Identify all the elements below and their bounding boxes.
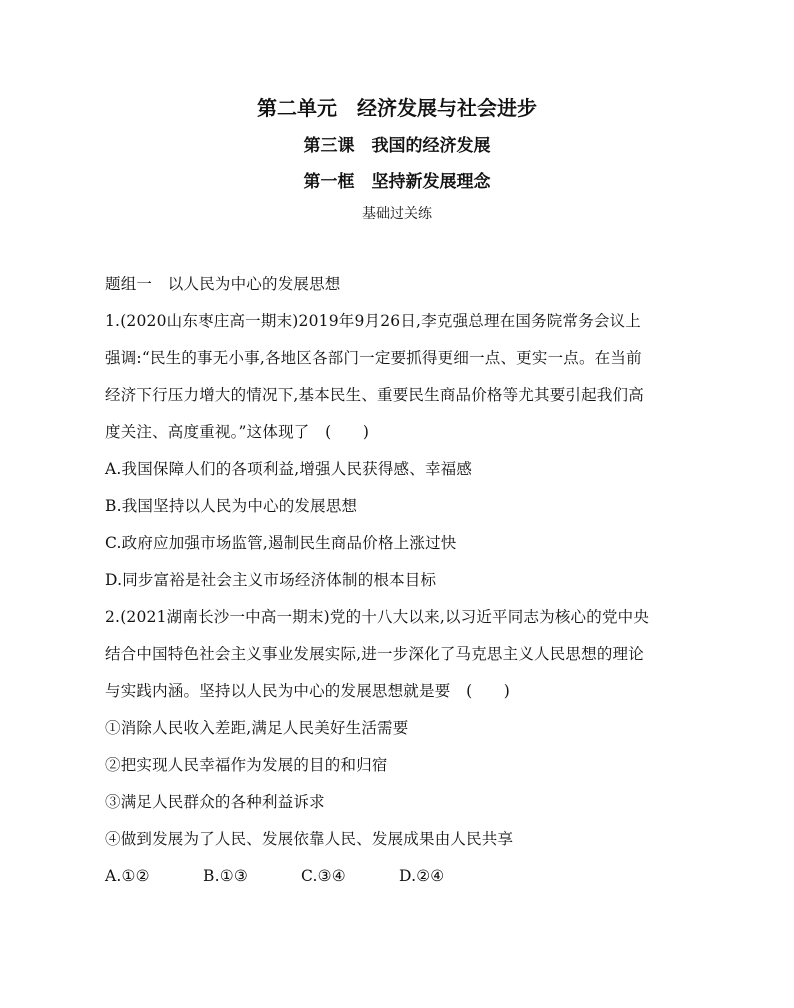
question-2-choice-c: C.③④ [301, 867, 346, 885]
section-title: 第一框 坚持新发展理念 [303, 172, 491, 192]
question-2-choice-a: A.①② [105, 867, 150, 885]
question-1-line: 1.(2020山东枣庄高一期末)2019年9月26日,李克强总理在国务院常务会议上 [105, 312, 641, 330]
lesson-title: 第三课 我国的经济发展 [303, 136, 491, 156]
unit-title: 第二单元 经济发展与社会进步 [257, 96, 537, 120]
question-2-item-3: ③满足人民群众的各种利益诉求 [105, 793, 325, 811]
exercise-type-label: 基础过关练 [362, 206, 432, 222]
question-1-line: 强调:“民生的事无小事,各地区各部门一定要抓得更细一点、更实一点。在当前 [105, 349, 642, 367]
group-title: 题组一 以人民为中心的发展思想 [105, 275, 341, 293]
question-2-line: 与实践内涵。坚持以人民为中心的发展思想就是要 ( ) [105, 682, 510, 700]
question-1 [105, 303, 695, 599]
question-2-choices [105, 858, 695, 895]
question-2-choice-d: D.②④ [399, 867, 445, 885]
question-1-option-b: B.我国坚持以人民为中心的发展思想 [105, 497, 358, 515]
question-body [105, 266, 695, 895]
question-2-line: 2.(2021湖南长沙一中高一期末)党的十八大以来,以习近平同志为核心的党中央 [105, 608, 650, 626]
question-2-line: 结合中国特色社会主义事业发展实际,进一步深化了马克思主义人民思想的理论 [105, 645, 644, 663]
question-1-option-c: C.政府应加强市场监管,遏制民生商品价格上涨过快 [105, 534, 457, 552]
question-1-option-d: D.同步富裕是社会主义市场经济体制的根本目标 [105, 571, 437, 589]
question-2-choice-b: B.①③ [203, 867, 248, 885]
question-1-line: 度关注、高度重视。”这体现了 ( ) [105, 423, 370, 441]
question-1-line: 经济下行压力增大的情况下,基本民生、重要民生商品价格等尤其要引起我们高 [105, 386, 644, 404]
question-2-item-2: ②把实现人民幸福作为发展的目的和归宿 [105, 756, 388, 774]
question-2-item-4: ④做到发展为了人民、发展依靠人民、发展成果由人民共享 [105, 830, 514, 848]
question-2 [105, 599, 695, 895]
question-1-option-a: A.我国保障人们的各项利益,增强人民获得感、幸福感 [105, 460, 473, 478]
question-2-item-1: ①消除人民收入差距,满足人民美好生活需要 [105, 719, 409, 737]
